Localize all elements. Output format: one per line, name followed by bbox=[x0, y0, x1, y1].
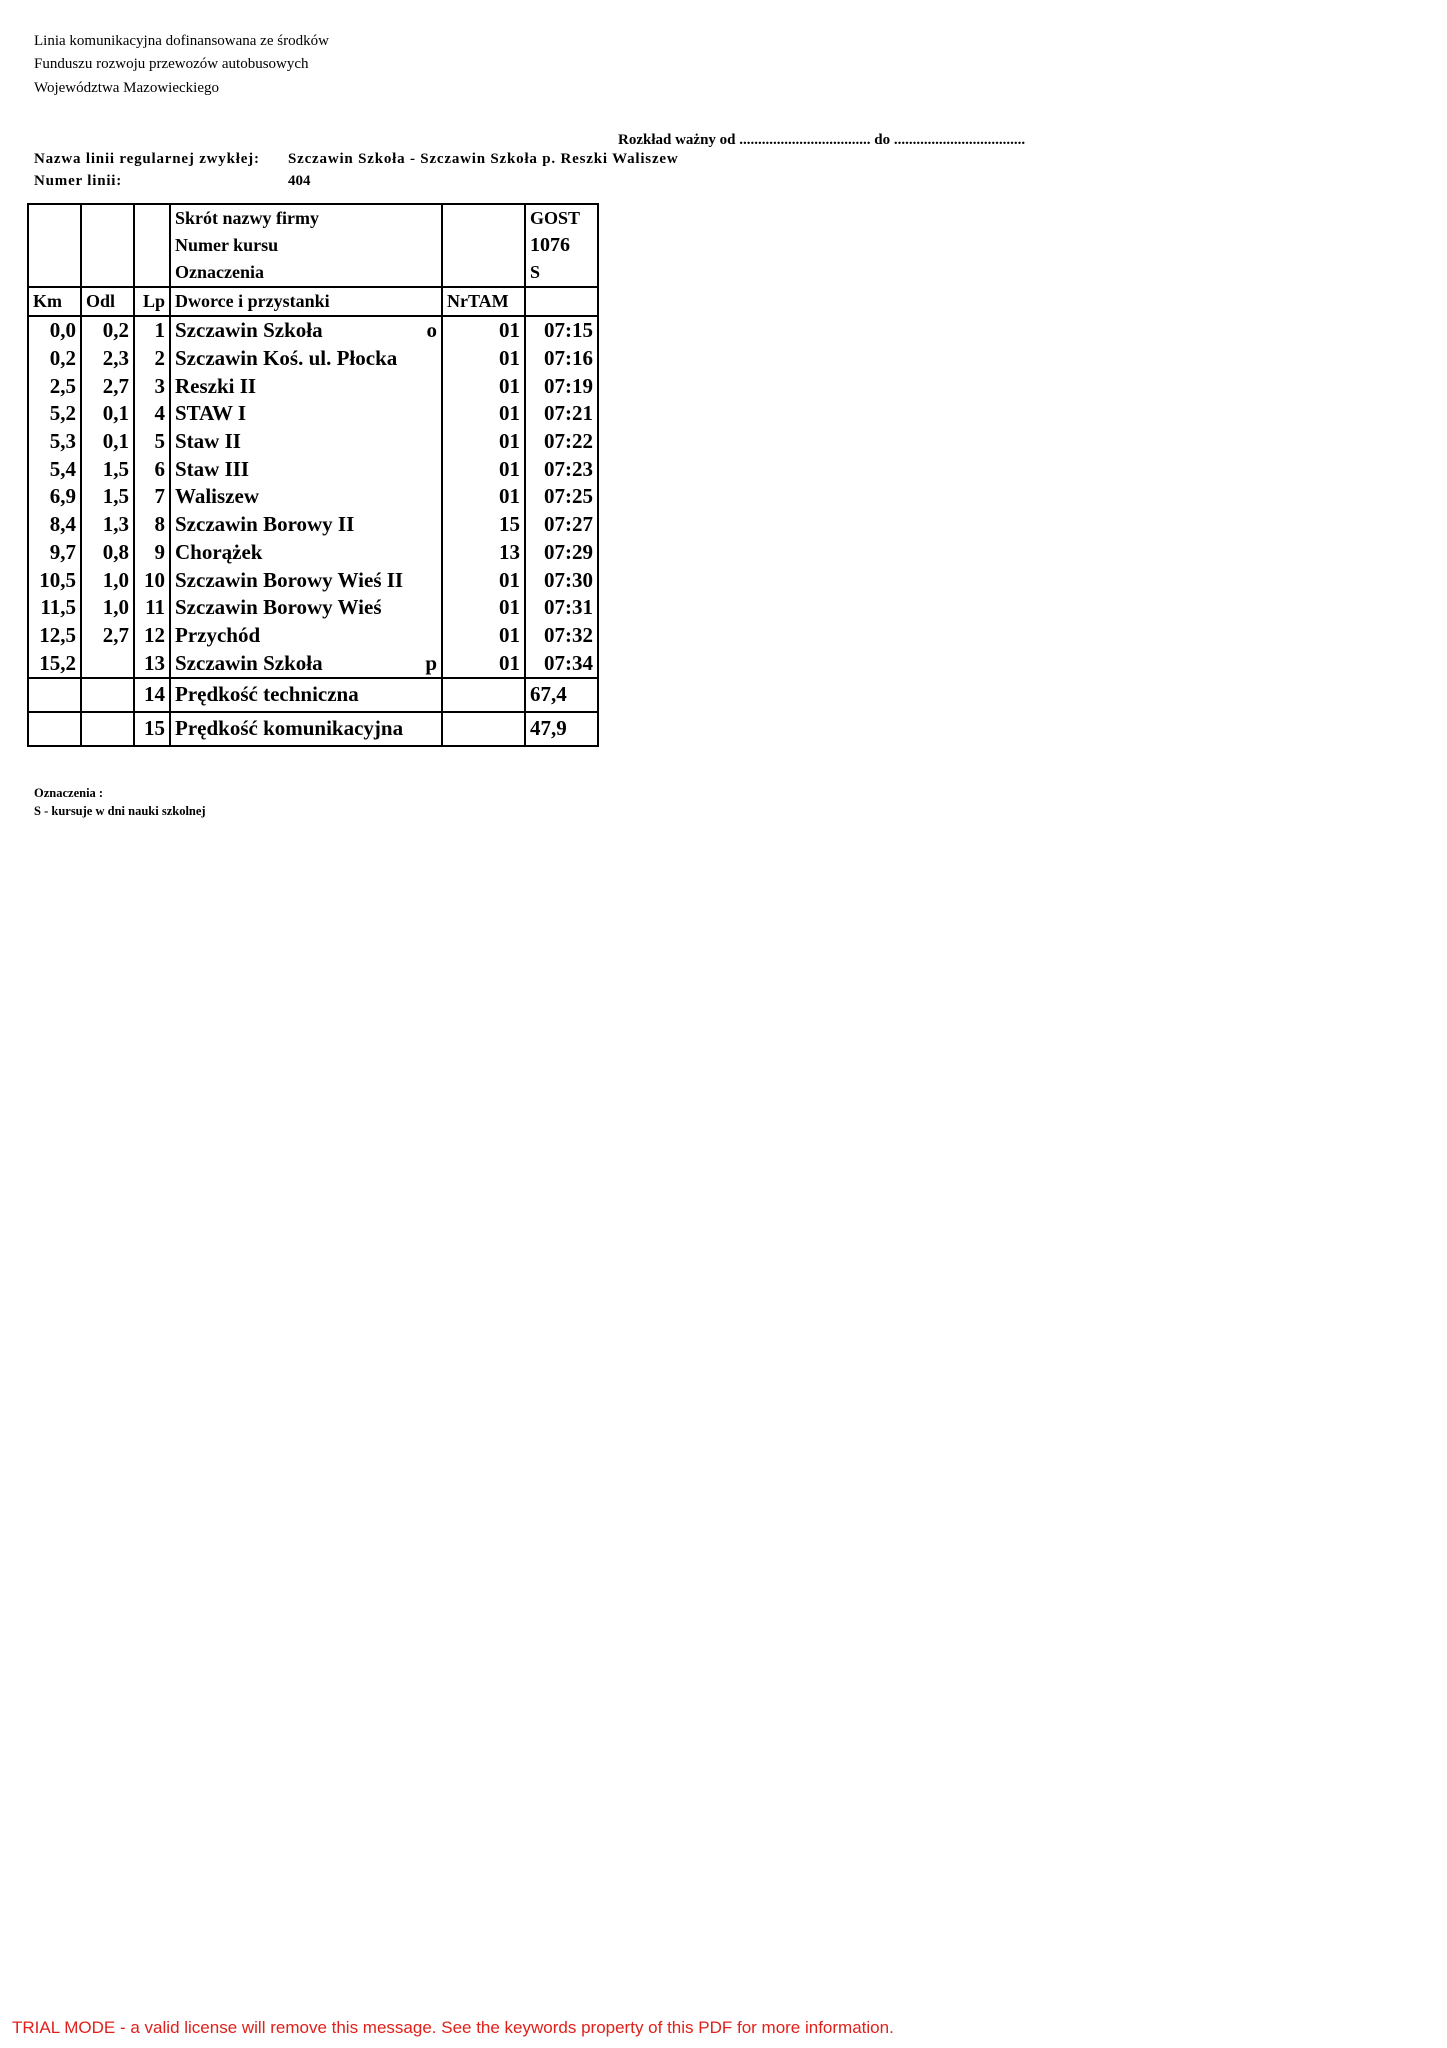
table-row bbox=[28, 455, 598, 483]
table-row bbox=[28, 511, 598, 539]
table-row bbox=[28, 566, 598, 594]
stop-name: Chorążek bbox=[175, 539, 263, 564]
company-value: GOST bbox=[525, 204, 598, 232]
col-km: Km bbox=[28, 287, 81, 316]
table-row bbox=[28, 345, 598, 373]
lp-cell: 1 bbox=[134, 316, 170, 345]
km-cell: 8,4 bbox=[28, 511, 81, 539]
nrtam-cell: 15 bbox=[442, 511, 525, 539]
stop-name: Staw II bbox=[175, 429, 241, 454]
nrtam-cell: 01 bbox=[442, 372, 525, 400]
odl-cell: 1,3 bbox=[81, 511, 134, 539]
col-nrtam: NrTAM bbox=[442, 287, 525, 316]
validity-range: Rozkład ważny od ................................... do ................................... bbox=[618, 132, 1026, 148]
odl-cell bbox=[81, 649, 134, 678]
lp-cell: 13 bbox=[134, 649, 170, 678]
route-name-value: Szczawin Szkoła - Szczawin Szkoła p. Reszki Waliszew bbox=[288, 151, 679, 167]
stop-name: Staw III bbox=[175, 456, 250, 481]
km-cell: 12,5 bbox=[28, 622, 81, 650]
odl-cell: 2,7 bbox=[81, 622, 134, 650]
stat-label: Prędkość techniczna bbox=[170, 678, 442, 712]
stop-name: STAW I bbox=[175, 401, 247, 426]
nrtam-cell: 01 bbox=[442, 622, 525, 650]
col-stops: Dworce i przystanki bbox=[170, 287, 442, 316]
stop-cell bbox=[170, 539, 442, 567]
time-cell: 07:21 bbox=[525, 400, 598, 428]
timetable bbox=[27, 203, 599, 747]
time-cell: 07:22 bbox=[525, 428, 598, 456]
nrtam-cell: 13 bbox=[442, 539, 525, 567]
nrtam-cell: 01 bbox=[442, 649, 525, 678]
route-name-label: Nazwa linii regularnej zwykłej: bbox=[34, 151, 260, 167]
km-cell: 9,7 bbox=[28, 539, 81, 567]
stop-cell bbox=[170, 372, 442, 400]
stop-cell bbox=[170, 400, 442, 428]
lp-cell: 7 bbox=[134, 483, 170, 511]
col-lp: Lp bbox=[134, 287, 170, 316]
table-row bbox=[28, 483, 598, 511]
legend-title: Oznaczenia : bbox=[34, 786, 104, 800]
odl-cell: 0,1 bbox=[81, 400, 134, 428]
lp-cell: 2 bbox=[134, 345, 170, 373]
nrtam-cell: 01 bbox=[442, 428, 525, 456]
table-row bbox=[28, 594, 598, 622]
marks-value: S bbox=[525, 259, 598, 287]
meta-row-company bbox=[28, 204, 598, 232]
km-cell: 6,9 bbox=[28, 483, 81, 511]
time-cell: 07:23 bbox=[525, 455, 598, 483]
trial-notice: TRIAL MODE - a valid license will remove this message. See the keywords property of this PDF for more information. bbox=[12, 2018, 894, 2037]
stop-name: Szczawin Koś. ul. Płocka bbox=[175, 346, 398, 371]
stop-marker: o bbox=[426, 318, 437, 343]
km-cell: 10,5 bbox=[28, 566, 81, 594]
stop-cell bbox=[170, 455, 442, 483]
stat-row bbox=[28, 712, 598, 746]
stop-cell bbox=[170, 345, 442, 373]
stat-value: 47,9 bbox=[525, 712, 598, 746]
odl-cell: 0,8 bbox=[81, 539, 134, 567]
stop-name: Przychód bbox=[175, 622, 261, 647]
stat-lp: 15 bbox=[134, 712, 170, 746]
time-cell: 07:30 bbox=[525, 566, 598, 594]
stop-cell bbox=[170, 566, 442, 594]
stat-row bbox=[28, 678, 598, 712]
time-cell: 07:34 bbox=[525, 649, 598, 678]
table-row bbox=[28, 539, 598, 567]
stop-cell bbox=[170, 483, 442, 511]
nrtam-cell: 01 bbox=[442, 455, 525, 483]
table-row bbox=[28, 649, 598, 678]
marks-label: Oznaczenia bbox=[170, 259, 442, 287]
stop-cell bbox=[170, 649, 442, 678]
stop-name: Szczawin Szkoła bbox=[175, 318, 323, 343]
odl-cell: 1,5 bbox=[81, 455, 134, 483]
nrtam-cell: 01 bbox=[442, 594, 525, 622]
odl-cell: 2,3 bbox=[81, 345, 134, 373]
lp-cell: 5 bbox=[134, 428, 170, 456]
odl-cell: 1,0 bbox=[81, 594, 134, 622]
odl-cell: 0,1 bbox=[81, 428, 134, 456]
km-cell: 15,2 bbox=[28, 649, 81, 678]
meta-row-marks bbox=[28, 259, 598, 287]
meta-row-course bbox=[28, 232, 598, 259]
stop-name: Szczawin Borowy Wieś II bbox=[175, 567, 404, 592]
stop-name: Szczawin Borowy Wieś bbox=[175, 595, 382, 620]
lp-cell: 4 bbox=[134, 400, 170, 428]
lp-cell: 3 bbox=[134, 372, 170, 400]
time-cell: 07:15 bbox=[525, 316, 598, 345]
legend-item: S - kursuje w dni nauki szkolnej bbox=[34, 804, 206, 818]
table-row bbox=[28, 316, 598, 345]
stop-cell bbox=[170, 428, 442, 456]
table-row bbox=[28, 372, 598, 400]
funding-line-2: Funduszu rozwoju przewozów autobusowych bbox=[34, 56, 309, 72]
stat-value: 67,4 bbox=[525, 678, 598, 712]
time-cell: 07:19 bbox=[525, 372, 598, 400]
stop-name: Szczawin Szkoła bbox=[175, 650, 323, 675]
stat-lp: 14 bbox=[134, 678, 170, 712]
nrtam-cell: 01 bbox=[442, 566, 525, 594]
lp-cell: 9 bbox=[134, 539, 170, 567]
col-odl: Odl bbox=[81, 287, 134, 316]
stop-name: Szczawin Borowy II bbox=[175, 512, 355, 537]
line-number-label: Numer linii: bbox=[34, 173, 123, 189]
km-cell: 5,4 bbox=[28, 455, 81, 483]
stop-marker: p bbox=[425, 650, 437, 675]
course-label: Numer kursu bbox=[170, 232, 442, 259]
time-cell: 07:16 bbox=[525, 345, 598, 373]
km-cell: 5,3 bbox=[28, 428, 81, 456]
stop-cell bbox=[170, 594, 442, 622]
lp-cell: 11 bbox=[134, 594, 170, 622]
time-cell: 07:32 bbox=[525, 622, 598, 650]
odl-cell: 2,7 bbox=[81, 372, 134, 400]
funding-line-1: Linia komunikacyjna dofinansowana ze środków bbox=[34, 33, 329, 49]
stop-name: Reszki II bbox=[175, 373, 257, 398]
stop-cell bbox=[170, 511, 442, 539]
km-cell: 0,2 bbox=[28, 345, 81, 373]
km-cell: 11,5 bbox=[28, 594, 81, 622]
nrtam-cell: 01 bbox=[442, 483, 525, 511]
nrtam-cell: 01 bbox=[442, 400, 525, 428]
km-cell: 2,5 bbox=[28, 372, 81, 400]
odl-cell: 1,5 bbox=[81, 483, 134, 511]
nrtam-cell: 01 bbox=[442, 345, 525, 373]
odl-cell: 1,0 bbox=[81, 566, 134, 594]
nrtam-cell: 01 bbox=[442, 316, 525, 345]
time-cell: 07:27 bbox=[525, 511, 598, 539]
company-label: Skrót nazwy firmy bbox=[170, 204, 442, 232]
lp-cell: 8 bbox=[134, 511, 170, 539]
stop-cell bbox=[170, 622, 442, 650]
stop-cell bbox=[170, 316, 442, 345]
stop-name: Waliszew bbox=[175, 484, 259, 509]
course-value: 1076 bbox=[525, 232, 598, 259]
lp-cell: 6 bbox=[134, 455, 170, 483]
line-number-value: 404 bbox=[288, 173, 311, 189]
odl-cell: 0,2 bbox=[81, 316, 134, 345]
stat-label: Prędkość komunikacyjna bbox=[170, 712, 442, 746]
lp-cell: 10 bbox=[134, 566, 170, 594]
time-cell: 07:29 bbox=[525, 539, 598, 567]
funding-line-3: Województwa Mazowieckiego bbox=[34, 80, 219, 96]
table-row bbox=[28, 428, 598, 456]
table-row bbox=[28, 622, 598, 650]
time-cell: 07:25 bbox=[525, 483, 598, 511]
time-cell: 07:31 bbox=[525, 594, 598, 622]
km-cell: 5,2 bbox=[28, 400, 81, 428]
column-header-row bbox=[28, 287, 598, 316]
table-row bbox=[28, 400, 598, 428]
km-cell: 0,0 bbox=[28, 316, 81, 345]
lp-cell: 12 bbox=[134, 622, 170, 650]
